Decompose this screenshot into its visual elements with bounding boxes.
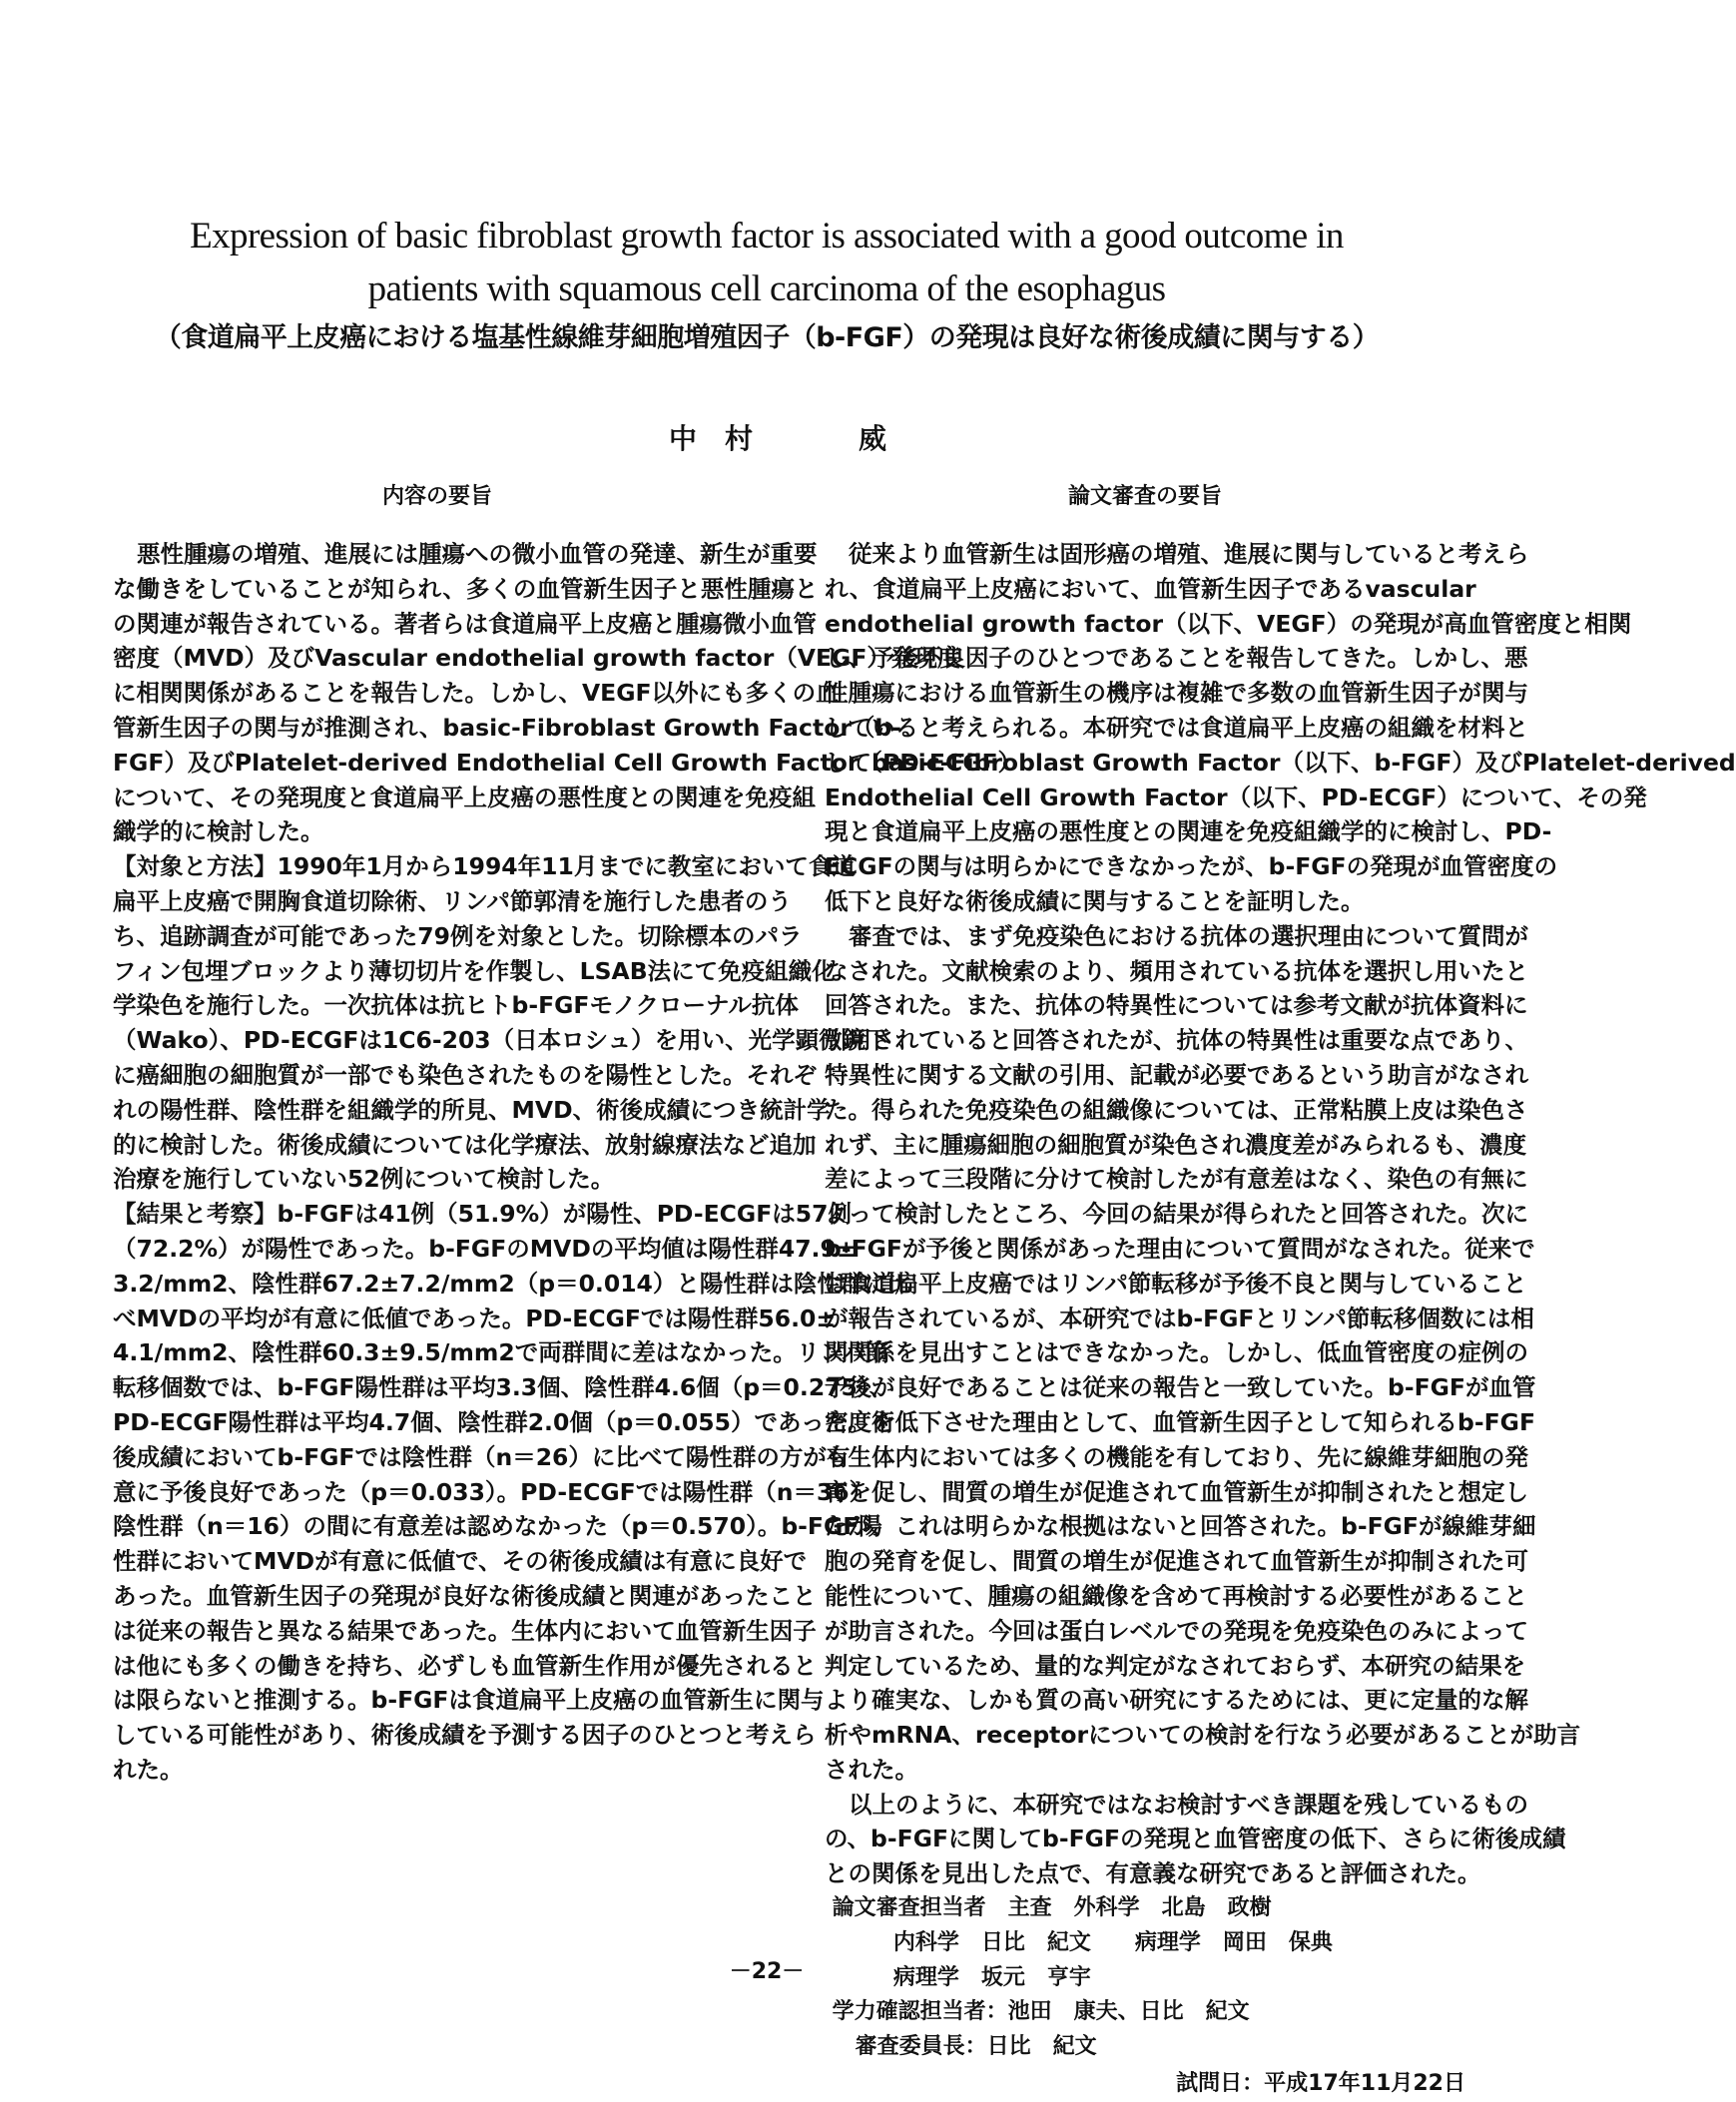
- text-line: 扁平上皮癌で開胸食道切除術、リンパ節郭清を施行した患者のう: [113, 886, 792, 915]
- text-line: してbasic-Fibroblast Growth Factor（以下、b-FGF）及びPlatelet-derived: [825, 748, 1736, 777]
- text-line: は限らないと推測する。b-FGFは食道扁平上皮癌の血管新生に関与: [113, 1686, 825, 1715]
- text-line: た。得られた免疫染色の組織像については、正常粘膜上皮は染色さ: [825, 1095, 1528, 1124]
- paragraph: [113, 537, 1022, 849]
- text-line: について、その発現度と食道扁平上皮癌の悪性度との関連を免疫組: [113, 783, 817, 811]
- text-line: れず、主に腫瘍細胞の細胞質が染色され濃度差がみられるも、濃度: [825, 1130, 1527, 1159]
- paragraph: [825, 1788, 1566, 1891]
- text-line: れの陽性群、陰性群を組織学的所見、MVD、術後成績につき統計学: [113, 1095, 831, 1124]
- text-line: 胞の発育を促し、間質の増生が促進されて血管新生が抑制された可: [825, 1547, 1528, 1576]
- text-line: 関関係を見出すことはできなかった。しかし、低血管密度の症例の: [825, 1338, 1528, 1367]
- text-line: の関連が報告されている。著者らは食道扁平上皮癌と腫瘍微小血管: [113, 609, 817, 638]
- text-line: 差によって三段階に分けて検討したが有意差はなく、染色の有無に: [825, 1165, 1528, 1194]
- heading-content-summary: 内容の要旨: [381, 484, 492, 509]
- paragraph: [113, 849, 889, 1197]
- text-line: 学染色を施行した。一次抗体は抗ヒトb-FGFモノクローナル抗体: [113, 991, 799, 1020]
- text-line: あった。血管新生因子の発現が良好な術後成績と関連があったこと: [113, 1581, 817, 1610]
- text-line: ECGFの関与は明らかにできなかったが、b-FGFの発現が血管密度の: [825, 852, 1558, 881]
- text-line: 【対象と方法】1990年1月から1994年11月までに教室において食道: [113, 852, 856, 881]
- text-line: も生体内においては多くの機能を有しており、先に線維芽細胞の発: [825, 1442, 1528, 1471]
- author-family-char-1: 中: [669, 422, 698, 455]
- review-summary-body: [825, 537, 1736, 1891]
- text-line: 回答された。また、抗体の特異性については参考文献が抗体資料に: [825, 991, 1528, 1020]
- text-line: よって検討したところ、今回の結果が得られたと回答された。次に: [825, 1200, 1528, 1229]
- text-line: 的に検討した。術後成績については化学療法、放射線療法など追加: [113, 1130, 817, 1159]
- text-line: 意に予後良好であった（p＝0.033）。PD-ECGFでは陽性群（n＝36）: [113, 1477, 873, 1506]
- author-name: [669, 417, 886, 457]
- committee-line: 内科学 日比 紀文 病理学 岡田 保典: [825, 1929, 1333, 1955]
- committee-line: 審査委員長：日比 紀文: [825, 2034, 1097, 2060]
- text-line: は食道扁平上皮癌ではリンパ節転移が予後不良と関与していること: [825, 1269, 1527, 1298]
- text-line: 転移個数では、b-FGF陽性群は平均3.3個、陰性群4.6個（p＝0.275）、: [113, 1373, 893, 1402]
- text-line: 4.1/mm2、陰性群60.3±9.5/mm2で両群間に差はなかった。リンパ節: [113, 1338, 889, 1367]
- text-line: が助言された。今回は蛋白レベルでの発現を免疫染色のみによって: [825, 1616, 1528, 1645]
- text-line: 織学的に検討した。: [113, 817, 324, 846]
- text-line: Endothelial Cell Growth Factor（以下、PD-ECGF）について、その発: [825, 783, 1647, 811]
- text-line: 判定しているため、量的な判定がなされておらず、本研究の結果を: [825, 1651, 1526, 1680]
- text-line: 後成績においてb-FGFでは陰性群（n＝26）に比べて陽性群の方が有: [113, 1442, 851, 1471]
- text-line: 引用されていると回答されたが、抗体の特異性は重要な点であり、: [825, 1026, 1528, 1055]
- text-line: 密度を低下させた理由として、血管新生因子として知られるb-FGF: [825, 1407, 1535, 1436]
- paragraph: [825, 919, 1581, 1788]
- text-line: 【結果と考察】b-FGFは41例（51.9%）が陽性、PD-ECGFは57例: [113, 1200, 852, 1229]
- text-line: b-FGFが予後と関係があった理由について質問がなされた。従来で: [825, 1234, 1535, 1263]
- text-line: が報告されているが、本研究ではb-FGFとリンパ節転移個数には相: [825, 1304, 1534, 1332]
- text-line: 低下と良好な術後成績に関与することを証明した。: [825, 886, 1365, 915]
- text-line: 育を促し、間質の増生が促進されて血管新生が抑制されたと想定し: [825, 1477, 1528, 1506]
- text-line: し、予後不良因子のひとつであることを報告してきた。しかし、悪: [825, 644, 1528, 673]
- text-line: （72.2%）が陽性であった。b-FGFのMVDの平均値は陽性群47.9±: [113, 1234, 857, 1263]
- text-line: たが、これは明らかな根拠はないと回答された。b-FGFが線維芽細: [825, 1512, 1536, 1541]
- text-line: に癌細胞の細胞質が一部でも染色されたものを陽性とした。それぞ: [113, 1060, 817, 1089]
- text-line: 予後が良好であることは従来の報告と一致していた。b-FGFが血管: [825, 1373, 1536, 1402]
- text-line: している可能性があり、術後成績を予測する因子のひとつと考えら: [113, 1721, 817, 1750]
- title-english-line-1: Expression of basic fibroblast growth factor is associated with a good outcome in: [190, 216, 1344, 257]
- text-line: FGF）及びPlatelet-derived Endothelial Cell Growth Factor（PD-ECGF）: [113, 748, 1022, 777]
- exam-date: 試問日：平成17年11月22日: [1176, 2071, 1465, 2097]
- text-line: は従来の報告と異なる結果であった。生体内において血管新生因子: [113, 1616, 817, 1645]
- text-line: は他にも多くの働きを持ち、必ずしも血管新生作用が優先されると: [113, 1651, 817, 1680]
- text-line: な働きをしていることが知られ、多くの血管新生因子と悪性腫瘍と: [113, 574, 819, 603]
- text-line: 悪性腫瘍の増殖、進展には腫瘍への微小血管の発達、新生が重要: [137, 540, 818, 568]
- paragraph: [825, 537, 1736, 919]
- text-line: 密度（MVD）及びVascular endothelial growth factor（VEGF）発現度: [113, 644, 961, 673]
- text-line: 3.2/mm2、陰性群67.2±7.2/mm2（p＝0.014）と陽性群は陰性群に比: [113, 1269, 911, 1298]
- title-english-line-2: patients with squamous cell carcinoma of the esophagus: [367, 268, 1166, 309]
- text-line: 治療を施行していない52例について検討した。: [113, 1165, 615, 1194]
- author-family-char-2: 村: [725, 422, 754, 455]
- text-line: 従来より血管新生は固形癌の増殖、進展に関与していると考えら: [849, 540, 1529, 568]
- text-line: 管新生因子の関与が推測され、basic-Fibroblast Growth Factor（b-: [113, 713, 902, 742]
- text-line: 析やmRNA、receptorについての検討を行なう必要があることが助言: [825, 1721, 1581, 1750]
- text-line: れ、食道扁平上皮癌において、血管新生因子であるvascular: [825, 574, 1476, 603]
- heading-review-summary: 論文審査の要旨: [1067, 484, 1222, 509]
- text-line: 現と食道扁平上皮癌の悪性度との関連を免疫組織学的に検討し、PD-: [825, 817, 1552, 846]
- text-line: （Wako）、PD-ECGFは1C6-203（日本ロシュ）を用い、光学顕微鏡下: [113, 1026, 889, 1055]
- text-line: endothelial growth factor（以下、VEGF）の発現が高血管密度と相関: [825, 609, 1632, 638]
- text-line: 性腫瘍における血管新生の機序は複雑で多数の血管新生因子が関与: [825, 679, 1528, 708]
- title-japanese: （食道扁平上皮癌における塩基性線維芽細胞増殖因子（b-FGF）の発現は良好な術後成績に関与する）: [154, 322, 1380, 353]
- text-line: より確実な、しかも質の高い研究にするためには、更に定量的な解: [825, 1686, 1528, 1715]
- text-line: PD-ECGF陽性群は平均4.7個、陰性群2.0個（p＝0.055）であった。術: [113, 1407, 895, 1436]
- text-line: ち、追跡調査が可能であった79例を対象とした。切除標本のパラ: [113, 921, 803, 950]
- text-line: の、b-FGFに関してb-FGFの発現と血管密度の低下、さらに術後成績: [825, 1825, 1566, 1853]
- committee-line: 論文審査担当者 主査 外科学 北島 政樹: [825, 1895, 1272, 1921]
- text-line: べMVDの平均が有意に低値であった。PD-ECGFでは陽性群56.0±: [113, 1304, 837, 1332]
- text-line: れた。: [113, 1755, 184, 1784]
- text-line: フィン包埋ブロックより薄切切片を作製し、LSAB法にて免疫組織化: [113, 956, 836, 985]
- text-line: なされた。文献検索のより、頻用されている抗体を選択し用いたと: [825, 956, 1528, 985]
- text-line: 以上のように、本研究ではなお検討すべき課題を残しているもの: [849, 1790, 1529, 1819]
- text-line: 審査では、まず免疫染色における抗体の選択理由について質問が: [849, 921, 1529, 950]
- text-line: 性群においてMVDが有意に低値で、その術後成績は有意に良好で: [113, 1547, 808, 1576]
- content-summary-column: [113, 537, 1022, 1788]
- text-line: との関係を見出した点で、有意義な研究であると評価された。: [825, 1859, 1481, 1888]
- text-line: 特異性に関する文献の引用、記載が必要であるという助言がなされ: [825, 1060, 1528, 1089]
- committee-line: 学力確認担当者：池田 康夫、日比 紀文: [825, 1999, 1250, 2025]
- committee-line: 病理学 坂元 亨宇: [825, 1964, 1091, 1990]
- text-line: していると考えられる。本研究では食道扁平上皮癌の組織を材料と: [825, 713, 1528, 742]
- text-line: 能性について、腫瘍の組織像を含めて再検討する必要性があること: [825, 1581, 1528, 1610]
- review-summary-column: [825, 537, 1736, 2102]
- text-line: に相関関係があることを報告した。しかし、VEGF以外にも多くの血: [113, 679, 840, 708]
- text-line: 陰性群（n＝16）の間に有意差は認めなかった（p＝0.570）。b-FGF陽: [113, 1512, 882, 1541]
- author-given-name: 威: [859, 422, 887, 455]
- page-number: －22－: [729, 1959, 805, 1984]
- text-line: された。: [825, 1755, 918, 1784]
